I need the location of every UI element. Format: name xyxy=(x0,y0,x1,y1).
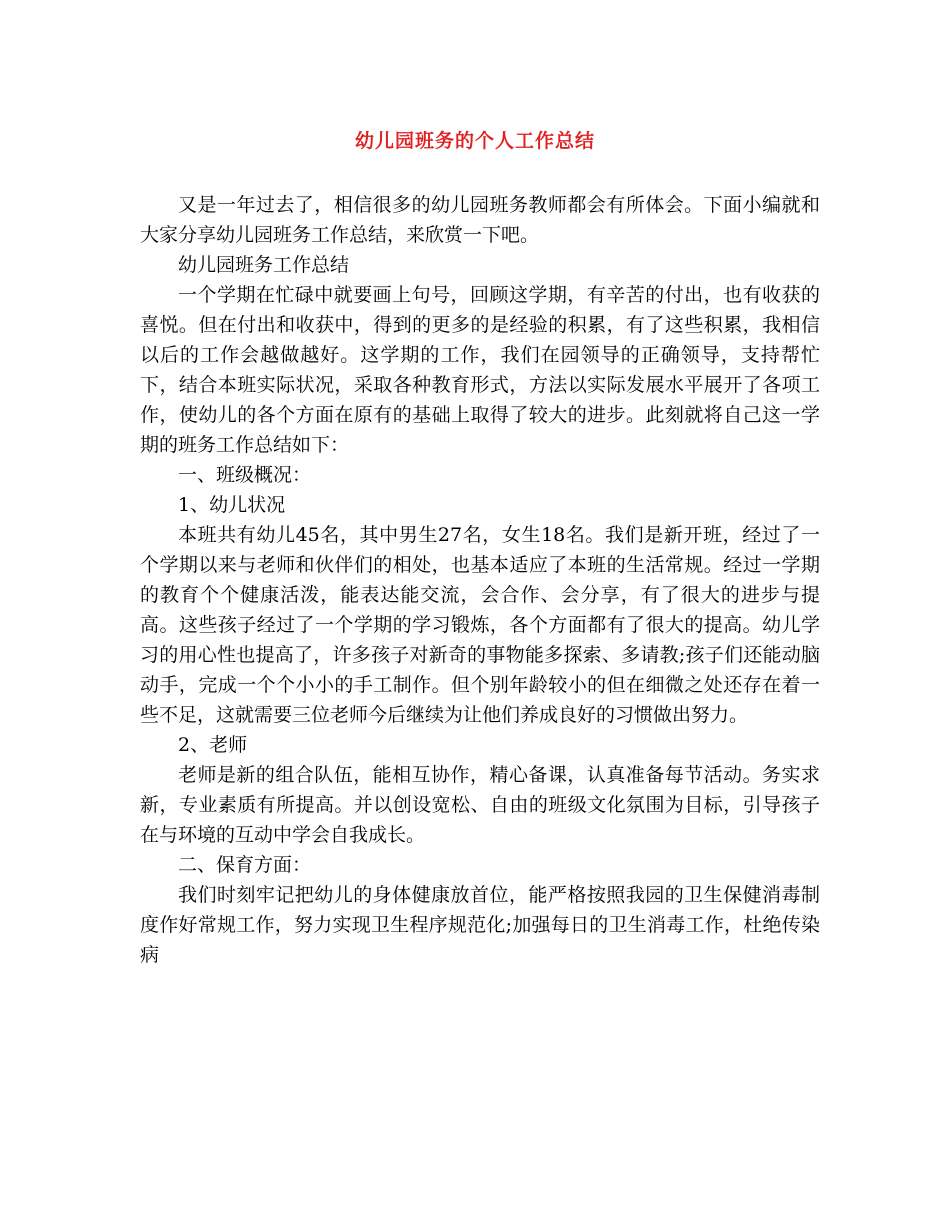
document-body xyxy=(140,190,820,970)
paragraph-teachers: 老师是新的组合队伍，能相互协作，精心备课，认真准备每节活动。务实求新，专业素质有所提高。并以创设宽松、自由的班级文化氛围为目标，引导孩子在与环境的互动中学会自我成长。 xyxy=(140,764,820,846)
paragraph-children: 本班共有幼儿45名，其中男生27名，女生18名。我们是新开班，经过了一个学期以来与老师和伙伴们的相处，也基本适应了本班的生活常规。经过一学期的教育个个健康活泼，能表达能交流，会合作、会分享，有了很大的进步与提高。这些孩子经过了一个学期的学习锻炼，各个方面都有了很大的提高。幼儿学习的用心性也提高了，许多孩子对新奇的事物能多探索、多请教;孩子们还能动脑动手，完成一个个小小的手工制作。但个别年龄较小的但在细微之处还存在着一些不足，这就需要三位老师今后继续为让他们养成良好的习惯做出努力。 xyxy=(140,524,820,726)
paragraph-care: 我们时刻牢记把幼儿的身体健康放首位，能严格按照我园的卫生保健消毒制度作好常规工作，努力实现卫生程序规范化;加强每日的卫生消毒工作，杜绝传染病 xyxy=(140,884,820,966)
paragraph-subtitle: 幼儿园班务工作总结 xyxy=(178,254,350,276)
heading-teachers: 2、老师 xyxy=(178,734,248,756)
paragraph-intro: 又是一年过去了，相信很多的幼儿园班务教师都会有所体会。下面小编就和大家分享幼儿园班务工作总结，来欣赏一下吧。 xyxy=(140,194,820,246)
document-title: 幼儿园班务的个人工作总结 xyxy=(354,130,595,152)
heading-care: 二、保育方面： xyxy=(178,854,312,876)
heading-children: 1、幼儿状况 xyxy=(178,494,286,516)
heading-class-overview: 一、班级概况： xyxy=(178,464,312,486)
paragraph-overview: 一个学期在忙碌中就要画上句号，回顾这学期，有辛苦的付出，也有收获的喜悦。但在付出和收获中，得到的更多的是经验的积累，有了这些积累，我相信以后的工作会越做越好。这学期的工作，我们在园领导的正确领导，支持帮忙下，结合本班实际状况，采取各种教育形式，方法以实际发展水平展开了各项工作，使幼儿的各个方面在原有的基础上取得了较大的进步。此刻就将自己这一学期的班务工作总结如下： xyxy=(140,284,820,456)
